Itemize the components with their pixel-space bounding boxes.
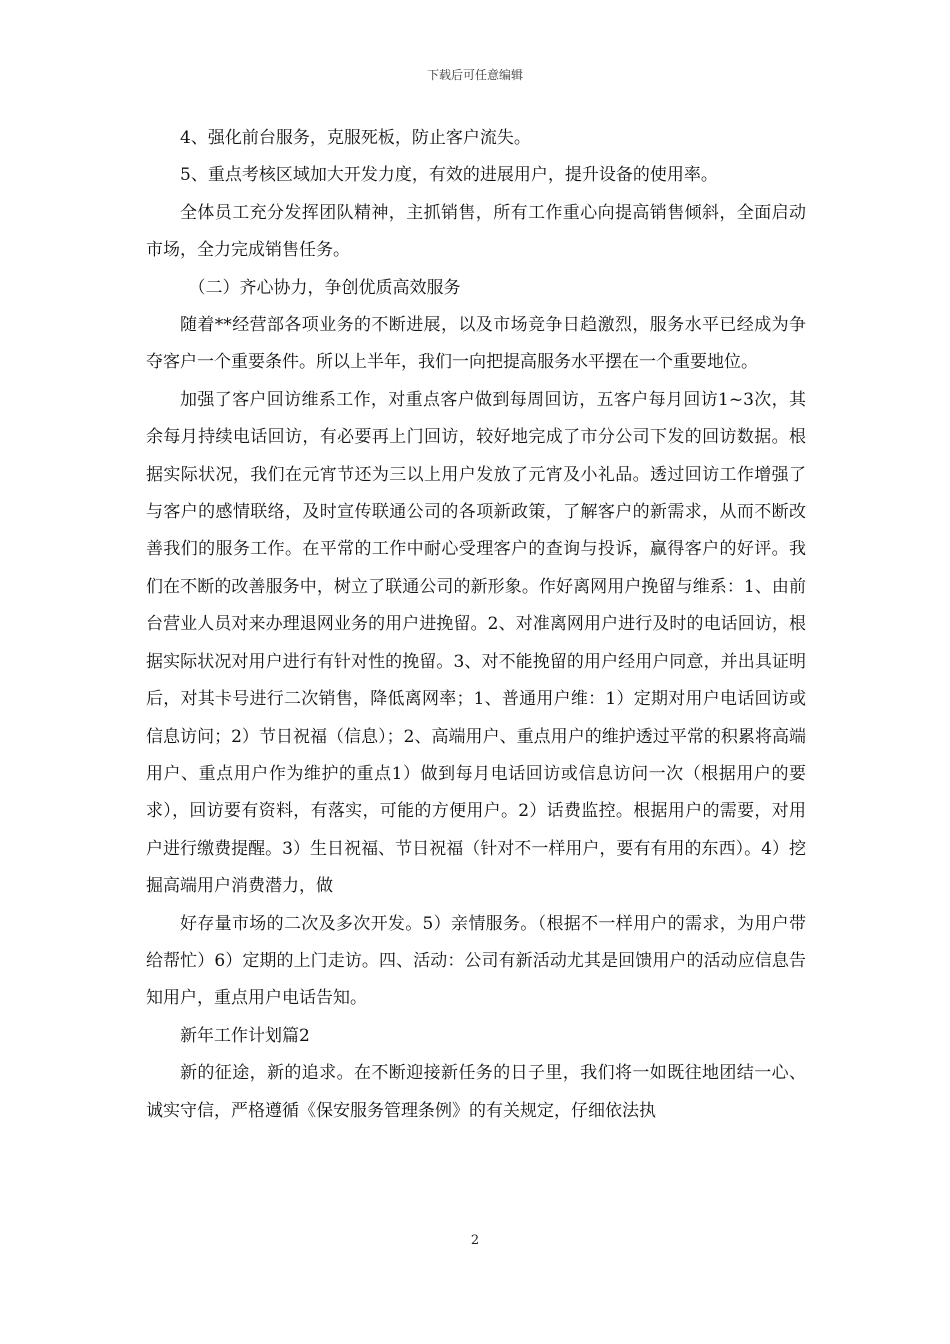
paragraph-item-4: 4、强化前台服务，克服死板，防止客户流失。 bbox=[180, 128, 531, 148]
page-number: 2 bbox=[470, 1233, 480, 1248]
paragraph-all-staff: 全体员工充分发挥团队精神，主抓销售，所有工作重心向提高销售倾斜，全面启动市场，全力完成销售任务。 bbox=[146, 202, 806, 261]
section-heading-2: （二）齐心协力，争创优质高效服务 bbox=[188, 277, 461, 298]
document-body bbox=[146, 120, 806, 1130]
page-header: 下载后可任意编辑 bbox=[426, 68, 523, 82]
paragraph-service-intro: 随着**经营部各项业务的不断进展，以及市场竞争日趋激烈，服务水平已经成为争夺客户一个重要条件。所以上半年，我们一向把提高服务水平摆在一个重要地位。 bbox=[146, 315, 806, 373]
paragraph-stock-market: 好存量市场的二次及多次开发。5）亲情服务。（根据不一样用户的需求，为用户带给帮忙）6）定期的上门走访。四、活动：公司有新活动尤其是回馈用户的活动应信息告知用户，重点用户电话告知。 bbox=[146, 913, 806, 1009]
paragraph-customer-visit: 加强了客户回访维系工作，对重点客户做到每周回访，五客户每月回访1~3次，其余每月持续电话回访，有必要再上门回访，较好地完成了市分公司下发的回访数据。根据实际状况，我们在元宵节还为三以上用户发放了元宵及小礼品。透过回访工作增强了与客户的感情联络，及时宣传联通公司的各项新政策，了解客户的新需求，从而不断改善我们的服务工作。在平常的工作中耐心受理客户的查询与投诉，赢得客户的好评。我们在不断的改善服务中，树立了联通公司的新形象。作好离网用户挽留与维系：1、由前台营业人员对来办理退网业务的用户进挽留。2、对准离网用户进行及时的电话回访，根据实际状况对用户进行有针对性的挽留。3、对不能挽留的用户经用户同意，并出具证明后，对其卡号进行二次销售，降低离网率；1、普通用户维：1）定期对用户电话回访或信息访问；2）节日祝福（信息）；2、高端用户、重点用户的维护透过平常的积累将高端用户、重点用户作为维护的重点1）做到每月电话回访或信息访问一次（根据用户的要求），回访要有资料，有落实，可能的方便用户。2）话费监控。根据用户的需要，对用户进行缴费提醒。3）生日祝福、节日祝福（针对不一样用户，要有有用的东西）。4）挖掘高端用户消费潜力，做 bbox=[146, 389, 806, 897]
paragraph-item-5: 5、重点考核区域加大开发力度，有效的进展用户，提升设备的使用率。 bbox=[180, 165, 718, 186]
paragraph-new-journey: 新的征途，新的追求。在不断迎接新任务的日子里，我们将一如既往地团结一心、诚实守信，严格遵循《保安服务管理条例》的有关规定，仔细依法执 bbox=[146, 1063, 806, 1121]
section-heading-plan-2: 新年工作计划篇2 bbox=[180, 1025, 310, 1046]
